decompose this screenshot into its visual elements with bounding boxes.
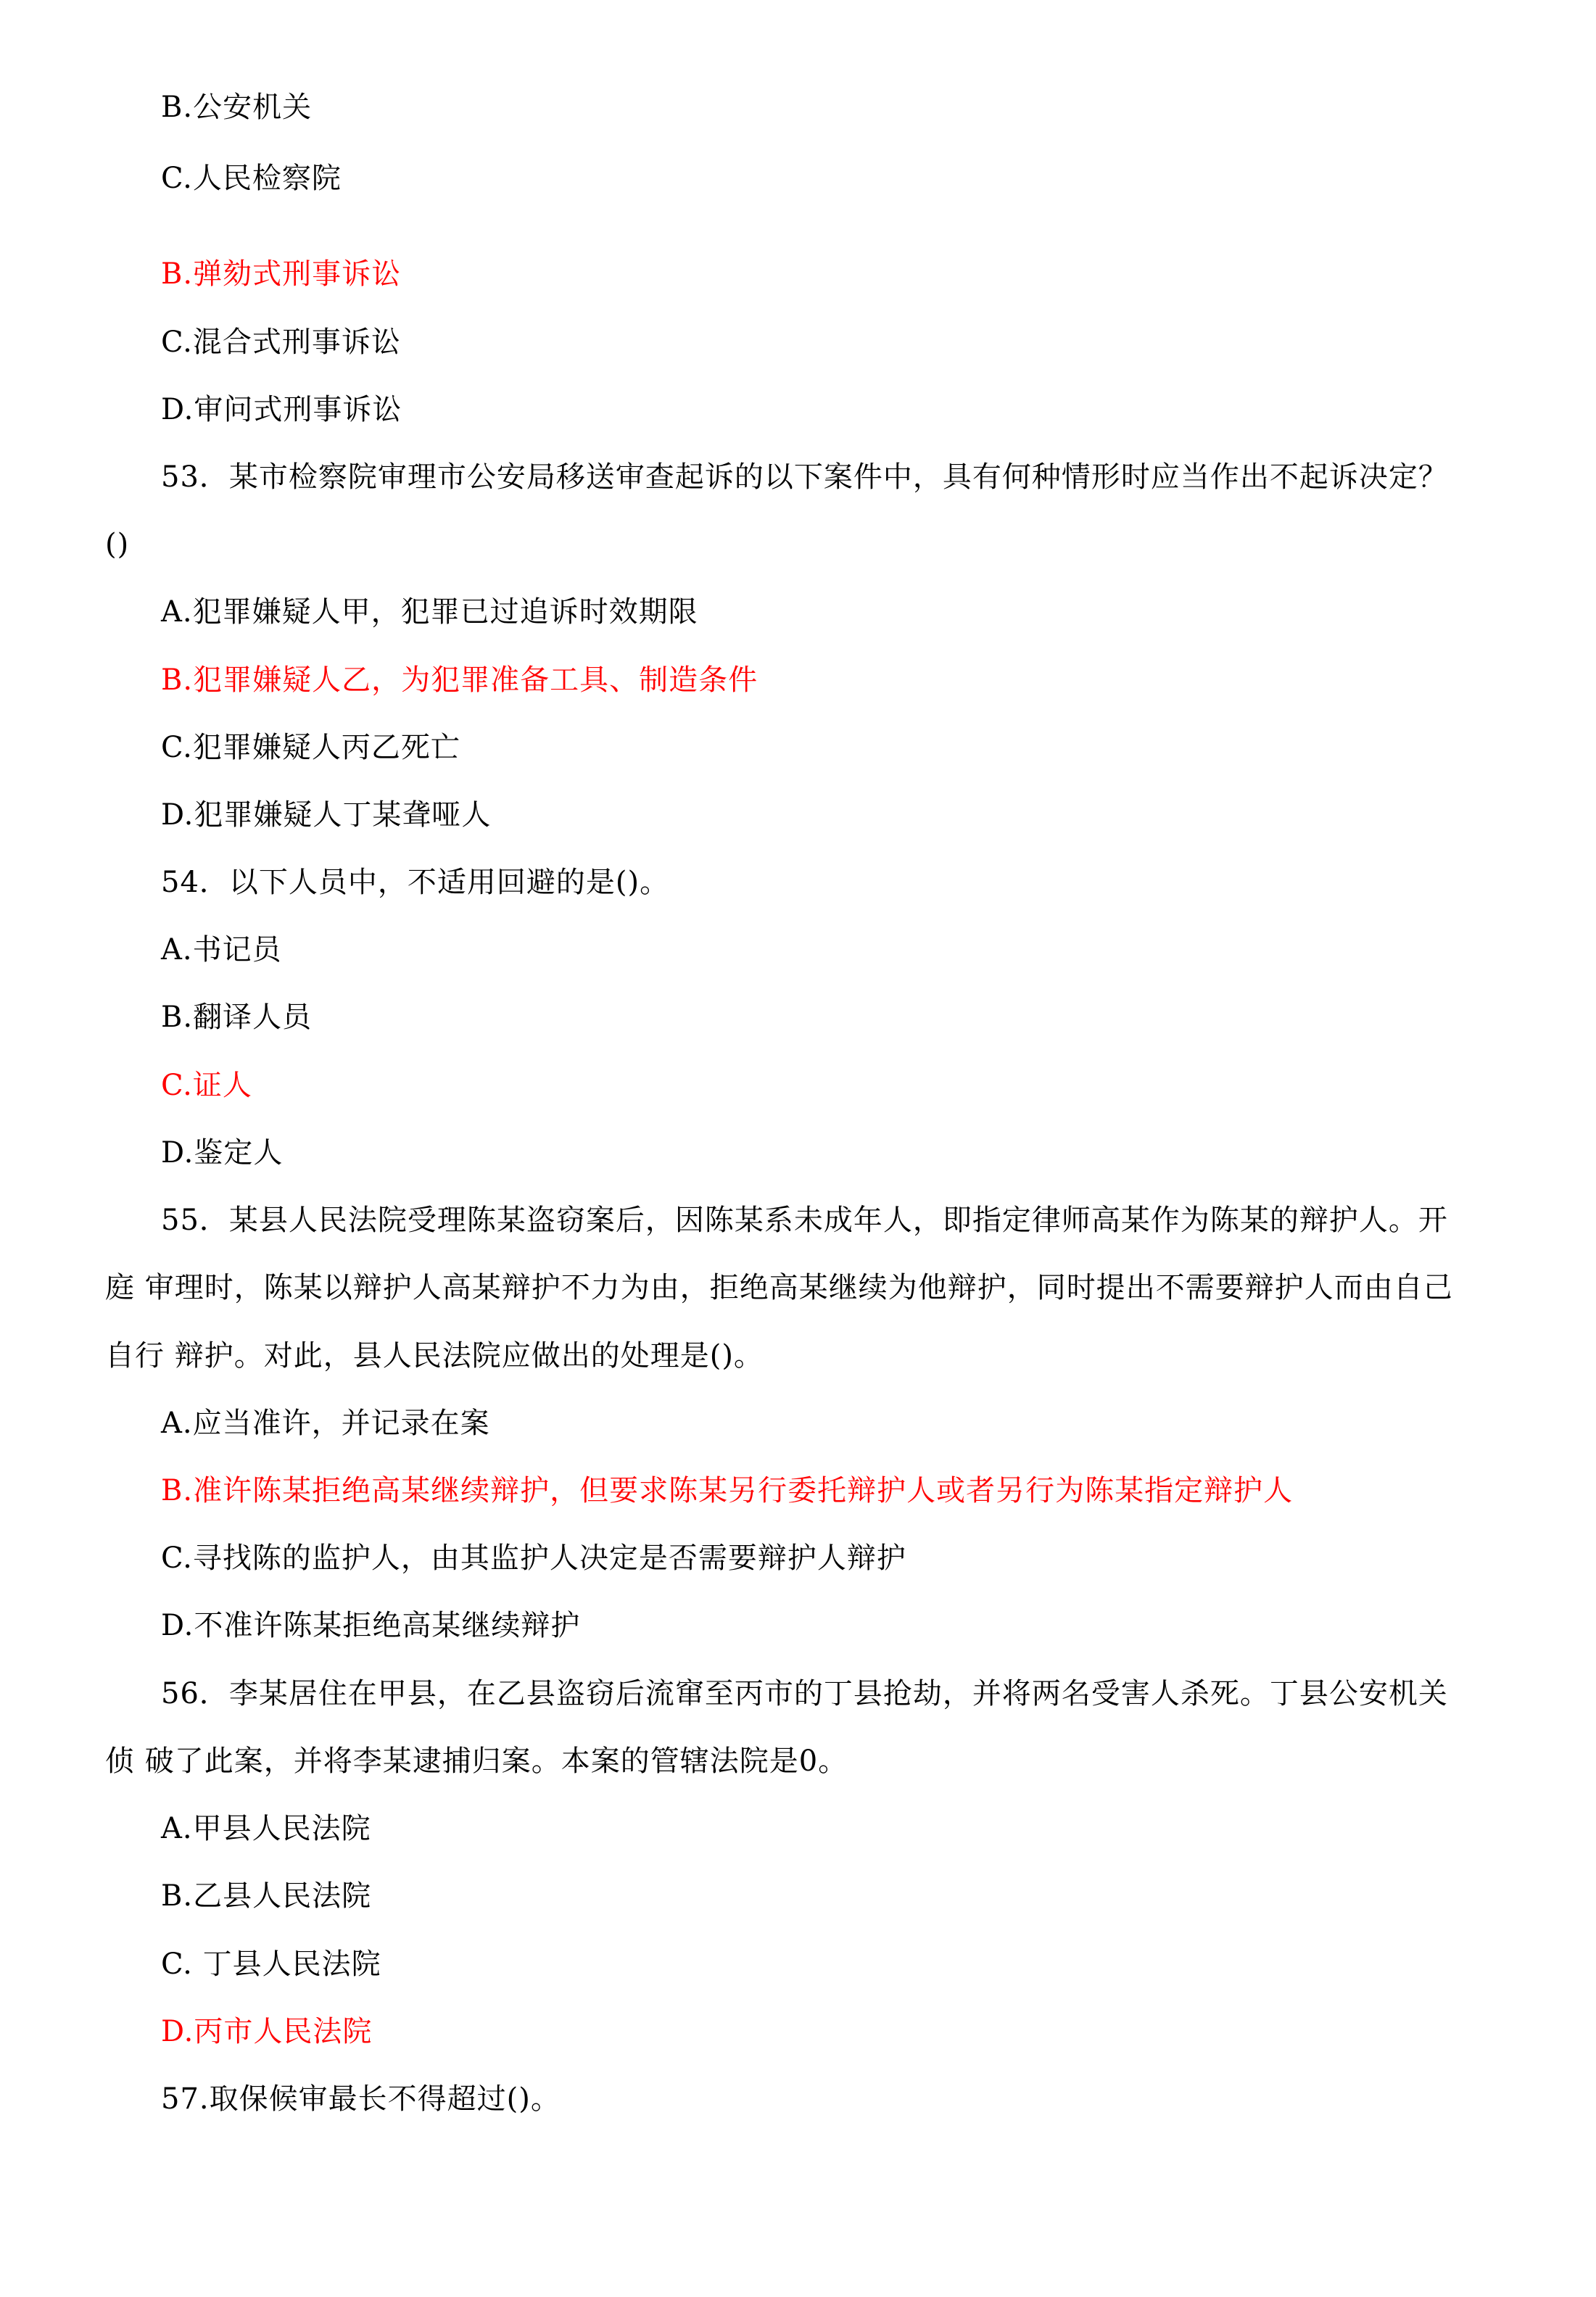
- q53-option-a: A.犯罪嫌疑人甲，犯罪已过追诉时效期限: [161, 595, 698, 629]
- q54-option-c-answer: C.证人: [161, 1069, 252, 1102]
- q55-stem-line3: 自行 辩护。对此，县人民法院应做出的处理是()。: [105, 1339, 764, 1373]
- q56-option-b: B.乙县人民法院: [161, 1879, 372, 1913]
- q56-stem-line1: 56．李某居住在甲县，在乙县盗窃后流窜至丙市的丁县抢劫，并将两名受害人杀死。丁县公安机关: [161, 1677, 1448, 1710]
- q55-option-c: C.寻找陈的监护人，由其监护人决定是否需要辩护人辩护: [161, 1541, 906, 1575]
- q54-option-b: B.翻译人员: [161, 1001, 313, 1034]
- q53-option-d: D.犯罪嫌疑人丁某聋哑人: [161, 798, 492, 832]
- q54-stem: 54．以下人员中，不适用回避的是()。: [161, 866, 670, 899]
- q52-option-d: D.审问式刑事诉讼: [161, 393, 402, 426]
- q56-option-a: A.甲县人民法院: [161, 1812, 371, 1845]
- q55-stem-line2: 庭 审理时，陈某以辩护人高某辩护不力为由，拒绝高某继续为他辩护，同时提出不需要辩护人而由自己: [105, 1271, 1453, 1304]
- q56-option-c: C. 丁县人民法院: [161, 1948, 381, 1981]
- q53-option-c: C.犯罪嫌疑人丙乙死亡: [161, 731, 460, 764]
- q53-stem-line1: 53．某市检察院审理市公安局移送审查起诉的以下案件中，具有何种情形时应当作出不起诉决定？: [161, 460, 1448, 494]
- q55-stem-line1: 55．某县人民法院受理陈某盗窃案后，因陈某系未成年人，即指定律师高某作为陈某的辩护人。开: [161, 1204, 1448, 1237]
- q56-stem-line2: 侦 破了此案，并将李某逮捕归案。本案的管辖法院是0。: [105, 1745, 848, 1778]
- q53-stem-line2: (): [105, 528, 130, 561]
- q53-option-b-answer: B.犯罪嫌疑人乙，为犯罪准备工具、制造条件: [161, 663, 758, 697]
- q57-stem: 57.取保候审最长不得超过()。: [161, 2082, 561, 2116]
- q52-option-c: C.混合式刑事诉讼: [161, 326, 401, 359]
- q55-option-d: D.不准许陈某拒绝高某继续辩护: [161, 1609, 581, 1642]
- q52-option-b-answer: B.弹劾式刑事诉讼: [161, 257, 402, 291]
- prev-option-c: C.人民检察院: [161, 162, 342, 195]
- prev-option-b: B.公安机关: [161, 91, 313, 124]
- q56-option-d-answer: D.丙市人民法院: [161, 2015, 373, 2048]
- q55-option-a: A.应当准许，并记录在案: [161, 1407, 490, 1440]
- q54-option-a: A.书记员: [161, 933, 282, 967]
- q55-option-b-answer: B.准许陈某拒绝高某继续辩护，但要求陈某另行委托辩护人或者另行为陈某指定辩护人: [161, 1474, 1294, 1507]
- q54-option-d: D.鉴定人: [161, 1136, 284, 1170]
